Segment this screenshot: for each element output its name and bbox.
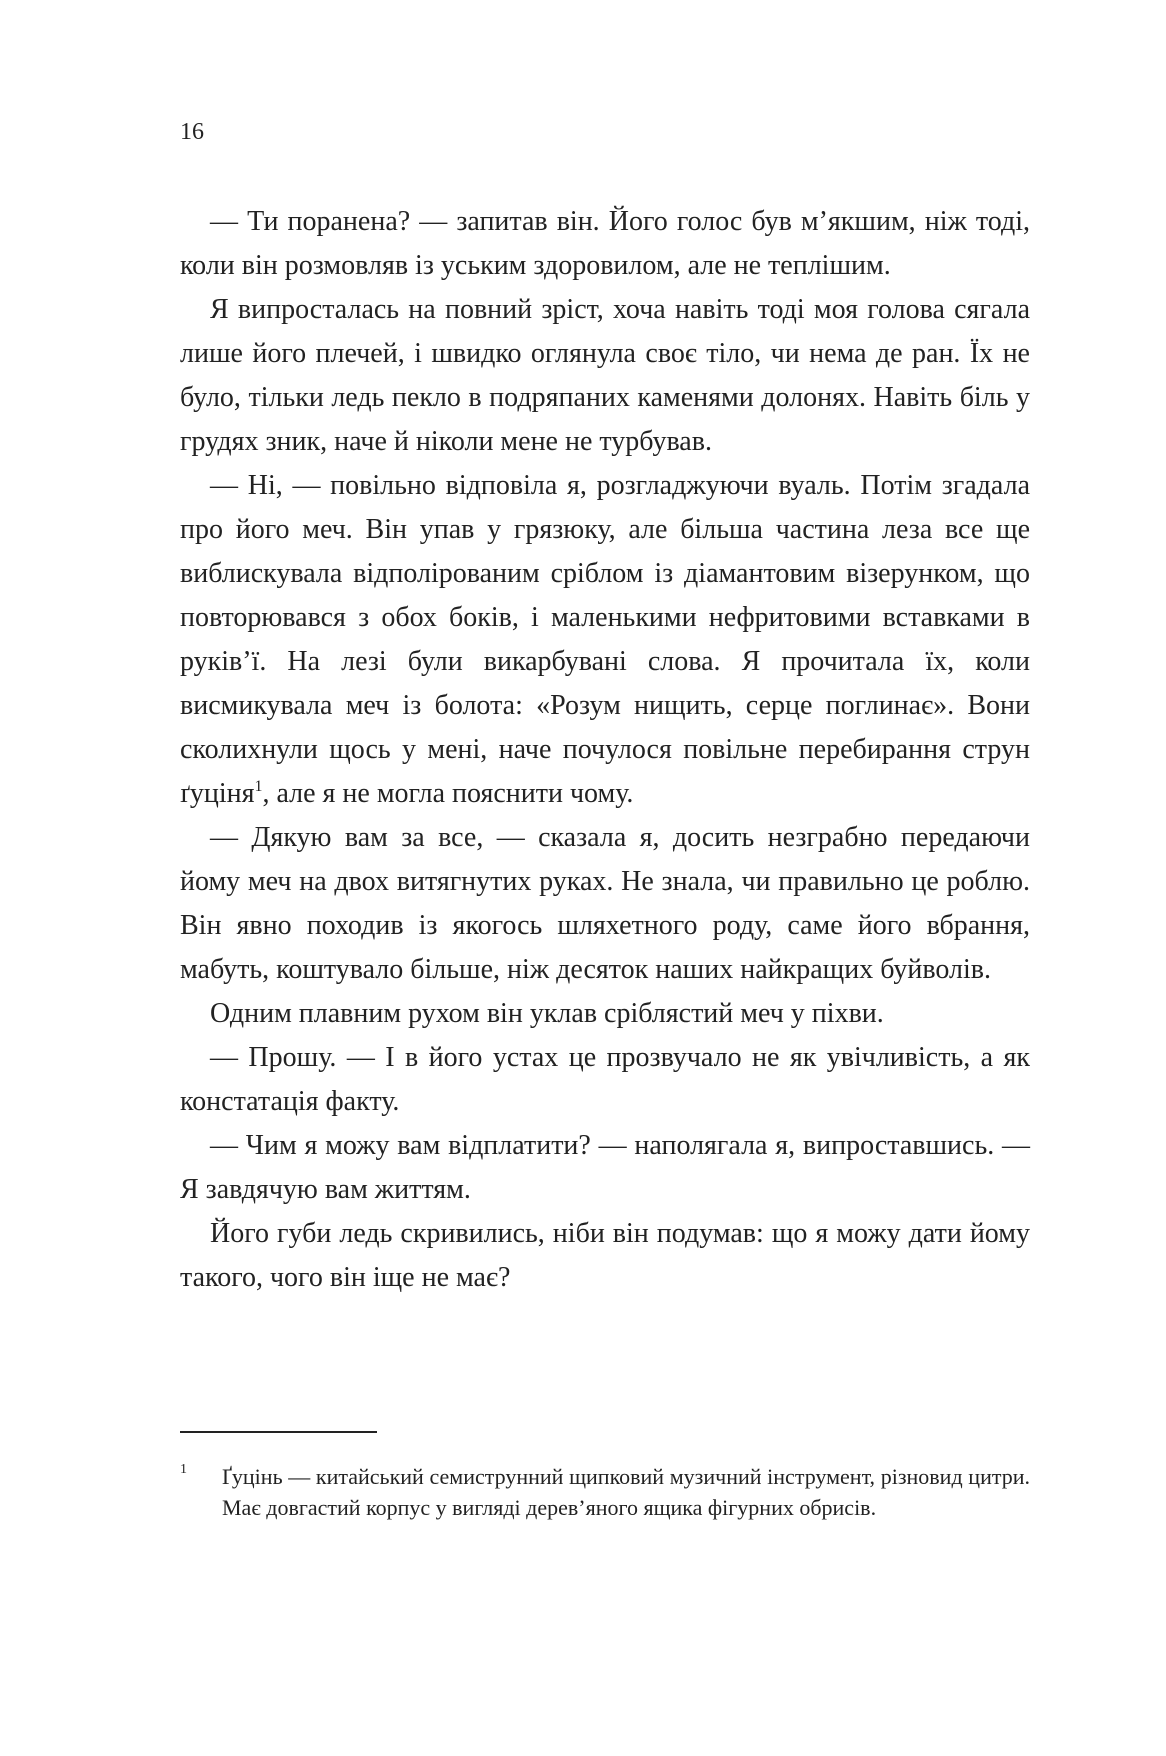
paragraph-3-text-end: , але я не могла пояснити чому. bbox=[262, 778, 634, 809]
paragraph-8: Його губи ледь скривились, ніби він подумав: що я можу дати йому такого, чого він іще не має? bbox=[180, 1218, 1030, 1293]
footnote-divider bbox=[180, 1431, 377, 1433]
paragraph-4: — Дякую вам за все, — сказала я, досить незграбно передаючи йому меч на двох витягнутих руках. Не знала, чи правильно це роблю. Він явно походив із якогось шляхетного роду, саме його вбрання, мабуть, коштувало більше, ніж десяток наших найкращих буйволів. bbox=[180, 822, 1030, 985]
paragraph-2: Я випросталась на повний зріст, хоча навіть тоді моя голова сягала лише його плечей, і швидко оглянула своє тіло, чи нема де ран. Їх не було, тільки ледь пекло в подряпаних каменями долонях. Навіть біль у грудях зник, наче й ніколи мене не турбував. bbox=[180, 294, 1030, 457]
body-text bbox=[180, 200, 1030, 1300]
paragraph-1: — Ти поранена? — запитав він. Його голос був м’якшим, ніж тоді, коли він розмовляв із уським здоровилом, але не теплішим. bbox=[180, 206, 1030, 281]
footnote-reference: 1 bbox=[254, 778, 263, 795]
paragraph-7: — Чим я можу вам відплатити? — наполягала я, випроставшись. — Я завдячую вам життям. bbox=[180, 1130, 1030, 1205]
page-number: 16 bbox=[180, 119, 204, 145]
paragraph-3 bbox=[180, 464, 1030, 816]
paragraph-3-text: — Ні, — повільно відповіла я, розгладжуючи вуаль. Потім згадала про його меч. Він упав у грязюку, але більша частина леза все ще виблискувала відполірованим сріблом із діамантовим візерунком, що повторювався з обох боків, і маленькими нефритовими вставками в руків’ї. На лезі були викарбувані слова. Я прочитала їх, коли висмикувала меч із болота: «Розум нищить, серце поглинає». Вони сколихнули щось у мені, наче почулося повільне перебирання струн ґуціня bbox=[180, 470, 1030, 809]
paragraph-6: — Прошу. — І в його устах це прозвучало не як увічливість, а як констатація факту. bbox=[180, 1042, 1030, 1117]
paragraph-5: Одним плавним рухом він уклав сріблястий меч у піхви. bbox=[210, 998, 884, 1029]
footnote-text: Ґуцінь — китайський семиструнний щипковий музичний інструмент, різновид цитри. Має довгастий корпус у вигляді дерев’яного ящика фігурних обрисів. bbox=[222, 1464, 1030, 1520]
footnote bbox=[180, 1461, 1030, 1523]
footnote-marker: 1 bbox=[180, 1462, 187, 1477]
